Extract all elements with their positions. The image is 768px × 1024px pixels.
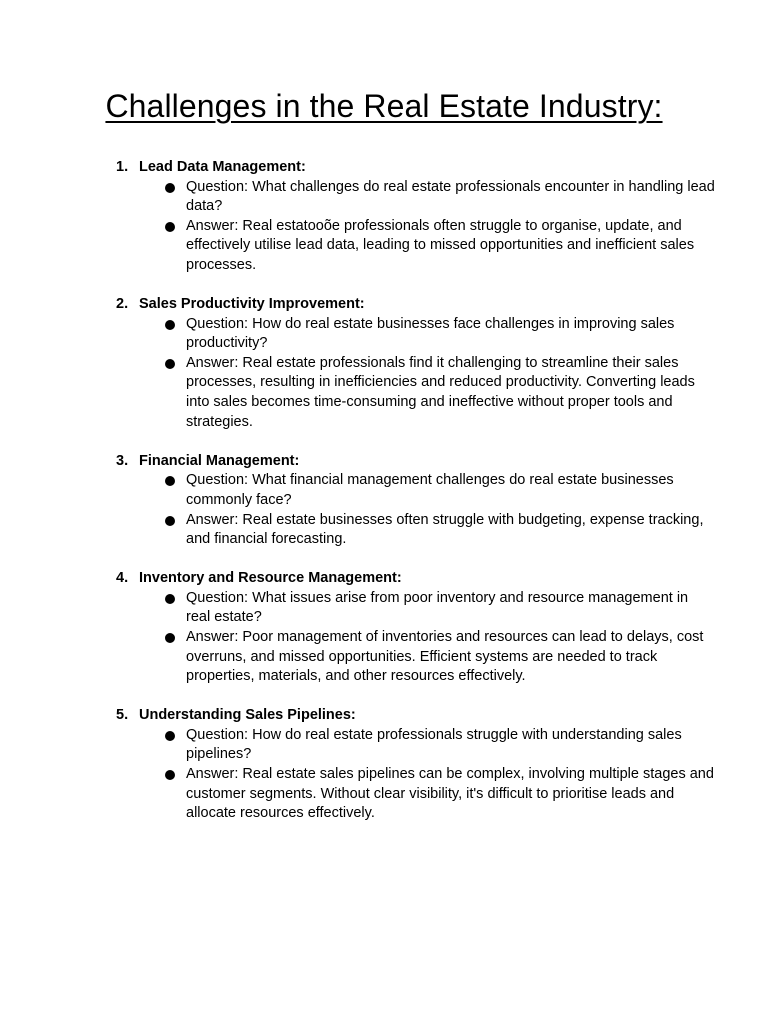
bullet-icon bbox=[161, 628, 186, 687]
question-text: Question: How do real estate businesses face challenges in improving sales productivity? bbox=[186, 315, 675, 352]
section-number: 1. bbox=[116, 159, 129, 175]
question-text: Question: What issues arise from poor inventory and resource management in real estate? bbox=[186, 589, 689, 626]
bullet-icon bbox=[161, 354, 186, 432]
answer-text: Answer: Real estate sales pipelines can be complex, involving multiple stages and customer segments. Without clear visibility, it's difficult to prioritise leads and allocate resources effectively. bbox=[186, 766, 714, 822]
qa-list bbox=[116, 726, 716, 824]
bullet-icon bbox=[161, 726, 186, 765]
challenge-section bbox=[116, 452, 716, 550]
challenge-section bbox=[116, 569, 716, 687]
question-item bbox=[161, 315, 716, 354]
section-title: Sales Productivity Improvement: bbox=[139, 296, 365, 313]
answer-text: Answer: Poor management of inventories and resources can lead to delays, cost overruns, and missed opportunities. Efficient systems are needed to track properties, materials, and other resources effectively. bbox=[186, 628, 704, 685]
section-number: 5. bbox=[116, 707, 129, 724]
page-title: Challenges in the Real Estate Industry: bbox=[105, 88, 663, 124]
challenge-section bbox=[116, 706, 716, 824]
answer-text: Answer: Real estatooõe professionals often struggle to organise, update, and effectively utilise lead data, leading to missed opportunities and inefficient sales processes. bbox=[186, 217, 695, 273]
qa-list bbox=[116, 471, 716, 549]
question-text: Question: What challenges do real estate professionals encounter in handling lead data? bbox=[186, 178, 715, 215]
answer-text: Answer: Real estate businesses often struggle with budgeting, expense tracking, and financial forecasting. bbox=[186, 511, 704, 548]
answer-item bbox=[161, 511, 716, 550]
challenge-section bbox=[116, 295, 716, 432]
answer-item bbox=[161, 765, 716, 824]
answer-text: Answer: Real estate professionals find it challenging to streamline their sales processes, resulting in inefficiencies and reduced productivity. Converting leads into sales becomes time-consuming and ineffective without proper tools and strategies. bbox=[186, 354, 695, 430]
section-number: 2. bbox=[116, 296, 129, 313]
section-heading bbox=[116, 569, 716, 589]
bullet-icon bbox=[161, 765, 186, 824]
section-heading bbox=[116, 706, 716, 726]
question-item bbox=[161, 589, 716, 628]
bullet-icon bbox=[161, 217, 186, 276]
question-text: Question: How do real estate professionals struggle with understanding sales pipelines? bbox=[186, 726, 682, 763]
challenge-section bbox=[116, 158, 716, 276]
section-title: Understanding Sales Pipelines: bbox=[139, 707, 356, 724]
section-heading bbox=[116, 295, 716, 315]
section-title: Financial Management: bbox=[139, 452, 300, 469]
qa-list bbox=[116, 178, 716, 276]
question-text: Question: What financial management challenges do real estate businesses commonly face? bbox=[186, 472, 674, 508]
answer-item bbox=[161, 217, 716, 276]
section-heading bbox=[116, 158, 716, 178]
section-number: 4. bbox=[116, 570, 129, 587]
bullet-icon bbox=[161, 178, 186, 217]
section-heading bbox=[116, 452, 716, 472]
section-number: 3. bbox=[116, 452, 129, 469]
answer-item bbox=[161, 354, 716, 432]
qa-list bbox=[116, 315, 716, 433]
qa-list bbox=[116, 589, 716, 687]
question-item bbox=[161, 178, 716, 217]
question-item bbox=[161, 471, 716, 510]
bullet-icon bbox=[161, 511, 186, 550]
answer-item bbox=[161, 628, 716, 687]
question-item bbox=[161, 726, 716, 765]
section-title: Lead Data Management: bbox=[139, 159, 306, 175]
bullet-icon bbox=[161, 471, 186, 510]
bullet-icon bbox=[161, 315, 186, 354]
section-title: Inventory and Resource Management: bbox=[139, 570, 402, 587]
challenge-list bbox=[116, 158, 716, 843]
bullet-icon bbox=[161, 589, 186, 628]
